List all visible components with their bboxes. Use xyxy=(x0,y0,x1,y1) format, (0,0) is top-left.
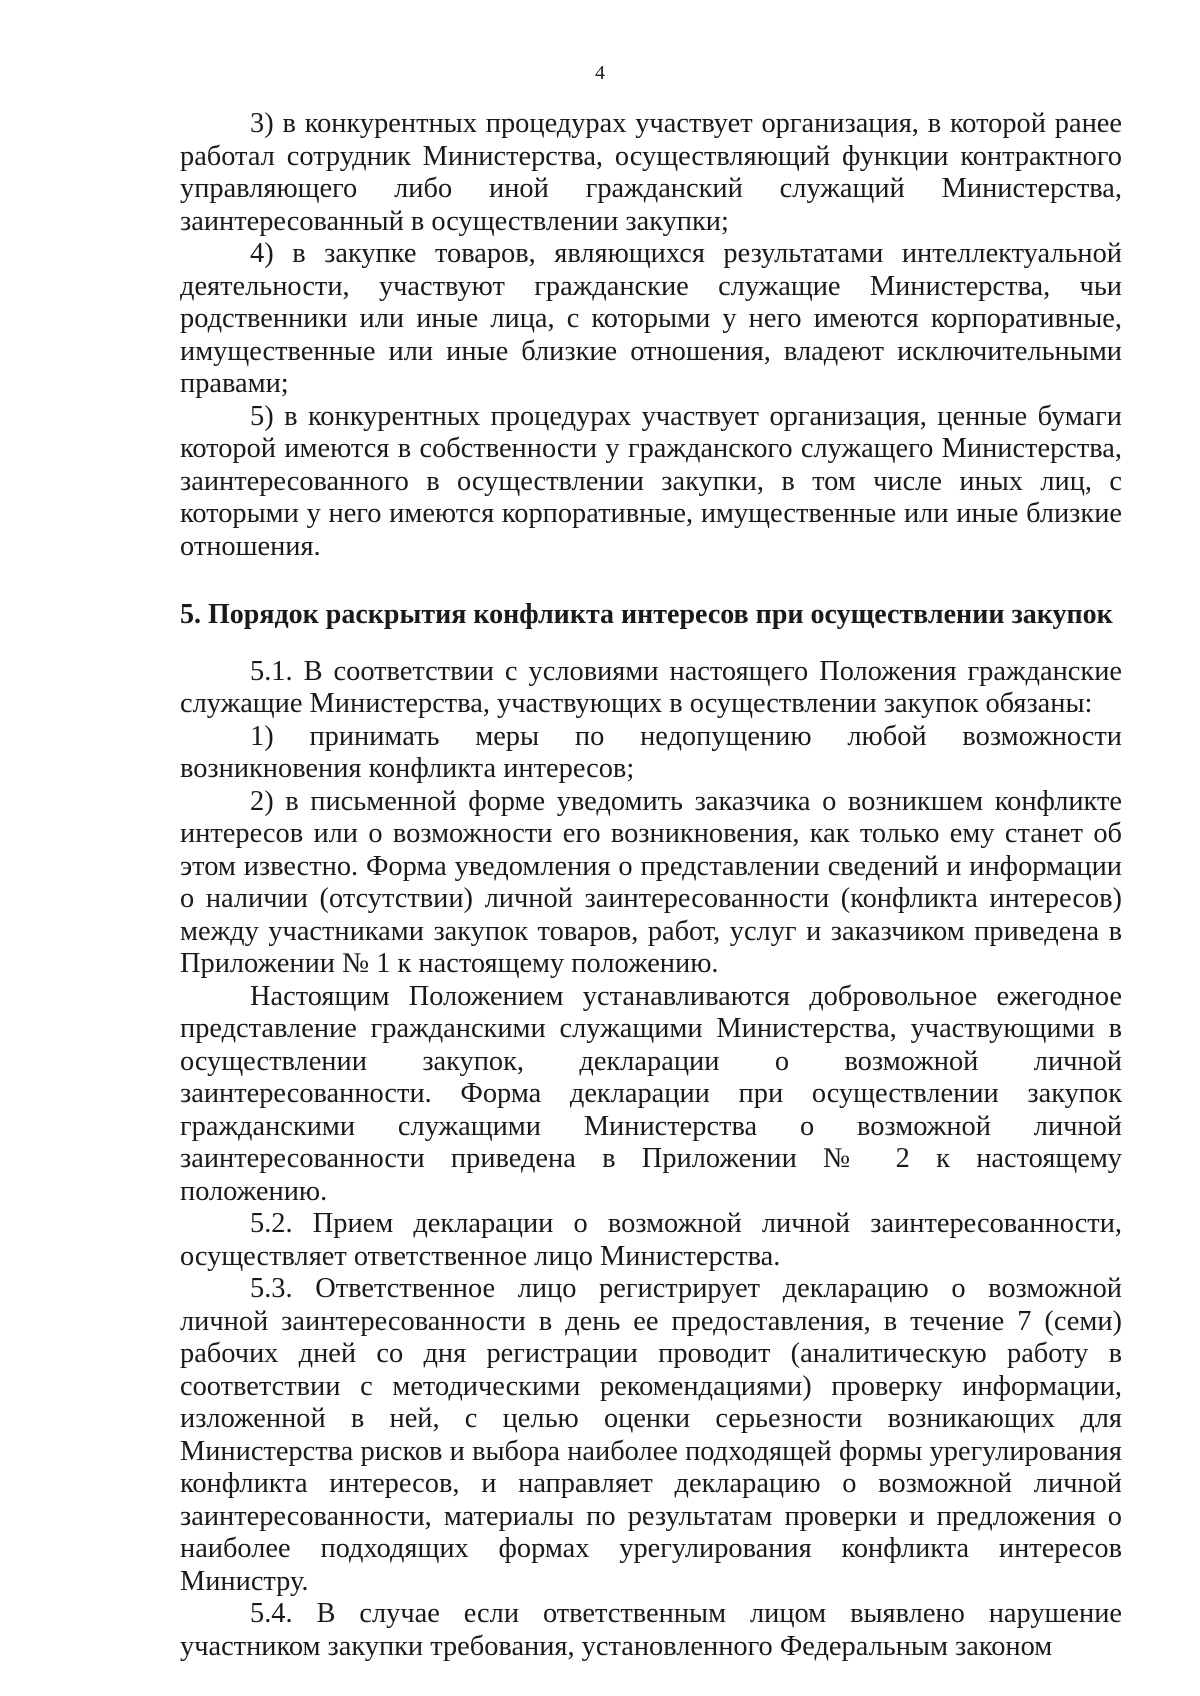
page-body xyxy=(180,108,1122,1663)
clause-5-2: 5.2. Прием декларации о возможной личной заинтересованности, осуществляет ответственное лицо Министерства. xyxy=(180,1208,1122,1272)
list-item-3: 3) в конкурентных процедурах участвует организация, в которой ранее работал сотрудник Министерства, осуществляющий функции контрактного управляющего либо иной гражданский служащий Министерства, заинтересованный в осуществлении закупки; xyxy=(180,108,1122,237)
declaration-paragraph: Настоящим Положением устанавливаются добровольное ежегодное представление гражданскими служащими Министерства, участвующими в осуществлении закупок, декларации о возможной личной заинтересованности. Форма декларации при осуществлении закупок гражданскими служащими Министерства о возможной личной заинтересованности приведена в Приложении № 2 к настоящему положению. xyxy=(180,980,1122,1207)
clause-5-1-item-1: 1) принимать меры по недопущению любой возможности возникновения конфликта интересов; xyxy=(180,720,1122,784)
list-item-4: 4) в закупке товаров, являющихся результатами интеллектуальной деятельности, участвуют гражданские служащие Министерства, чьи родственники или иные лица, с которыми у него имеются корпоративные, имущественные или иные близкие отношения, владеют исключительными правами; xyxy=(180,238,1122,399)
clause-5-3: 5.3. Ответственное лицо регистрирует декларацию о возможной личной заинтересованности в день ее предоставления, в течение 7 (семи) рабочих дней со дня регистрации проводит (аналитическую работу в соответствии с методическими рекомендациями) проверку информации, изложенной в ней, с целью оценки серьезности возникающих для Министерства рисков и выбора наиболее подходящей формы урегулирования конфликта интересов, и направляет декларацию о возможной личной заинтересованности, материалы по результатам проверки и предложения о наиболее подходящих формах урегулирования конфликта интересов Министру. xyxy=(180,1273,1122,1597)
clause-5-1: 5.1. В соответствии с условиями настоящего Положения гражданские служащие Министерства, участвующих в осуществлении закупок обязаны: xyxy=(180,655,1122,719)
section-heading: 5. Порядок раскрытия конфликта интересов при осуществлении закупок xyxy=(180,599,1113,630)
list-item-5: 5) в конкурентных процедурах участвует организация, ценные бумаги которой имеются в собственности у гражданского служащего Министерства, заинтересованного в осуществлении закупки, в том числе иных лиц, с которыми у него имеются корпоративные, имущественные или иные близкие отношения. xyxy=(180,400,1122,562)
page-number: 4 xyxy=(595,62,605,84)
clause-5-4: 5.4. В случае если ответственным лицом выявлено нарушение участником закупки требования, установленного Федеральным законом xyxy=(180,1598,1122,1662)
clause-5-1-item-2: 2) в письменной форме уведомить заказчика о возникшем конфликте интересов или о возможности его возникновения, как только ему станет об этом известно. Форма уведомления о представлении сведений и информации о наличии (отсутствии) личной заинтересованности (конфликта интересов) между участниками закупок товаров, работ, услуг и заказчиком приведена в Приложении № 1 к настоящему положению. xyxy=(180,785,1122,979)
